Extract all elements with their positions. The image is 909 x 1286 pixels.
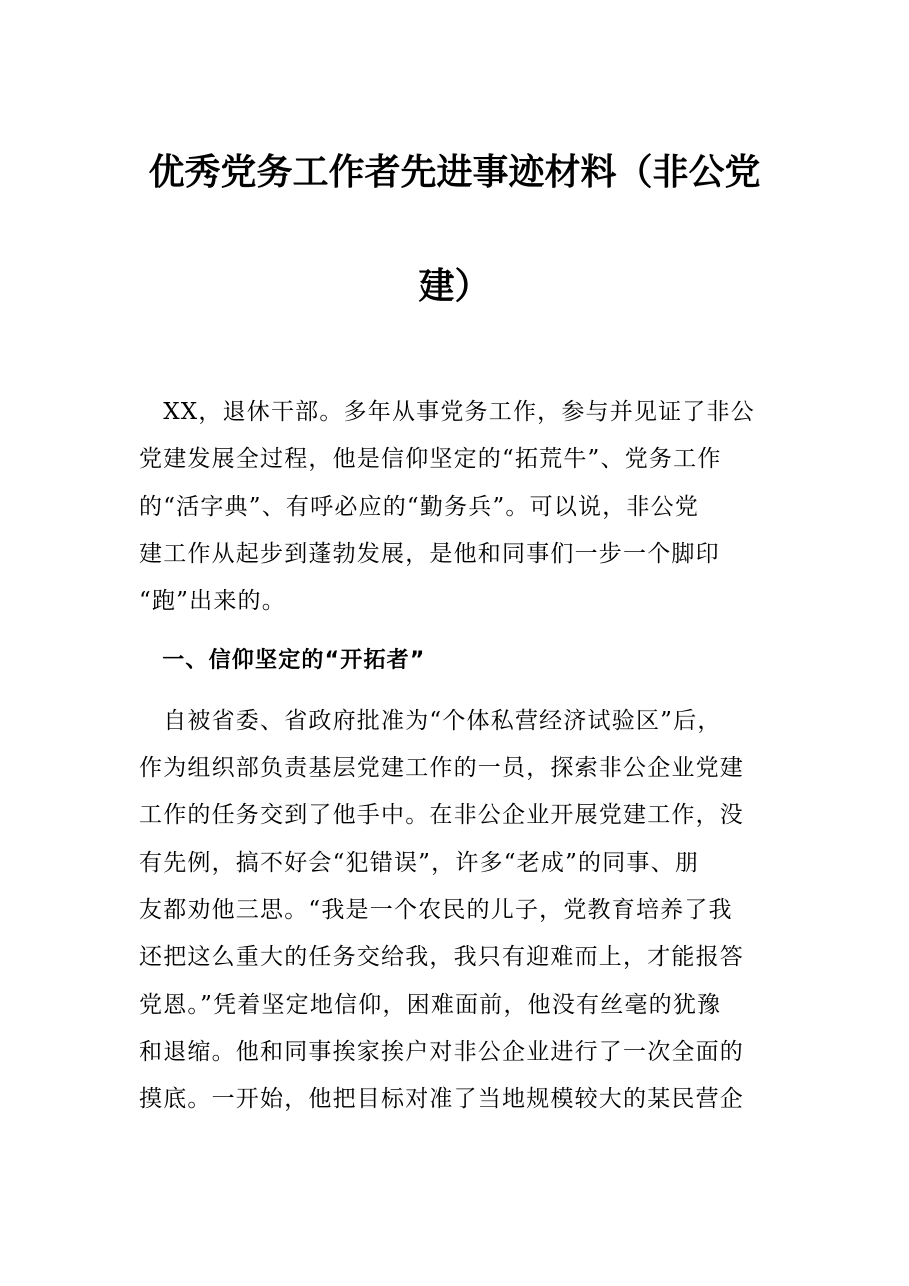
section-heading-1: 一、信仰坚定的“开拓者” xyxy=(139,648,426,673)
paragraph-2-line-8: 和退缩。他和同事挨家挨户对非公企业进行了一次全面的 xyxy=(139,1039,744,1065)
document-title-line-2: 建） xyxy=(418,265,491,307)
paragraph-2-line-2: 作为组织部负责基层党建工作的一员，探索非公企业党建 xyxy=(139,755,744,781)
paragraph-1-line-3: 的“活字典”、有呼必应的“勤务兵”。可以说，非公党 xyxy=(139,494,700,520)
paragraph-2-line-4: 有先例，搞不好会“犯错误”，许多“老成”的同事、朋 xyxy=(139,850,700,876)
paragraph-2-line-6: 还把这么重大的任务交给我，我只有迎难而上，才能报答 xyxy=(139,944,744,970)
document-title-line-1: 优秀党务工作者先进事迹材料（非公党 xyxy=(148,151,761,193)
paragraph-2-line-7: 党恩。”凭着坚定地信仰，困难面前，他没有丝毫的犹豫 xyxy=(139,992,722,1018)
paragraph-2-line-5: 友都劝他三思。“我是一个农民的儿子，党教育培养了我 xyxy=(139,897,733,923)
paragraph-2-line-1: 自被省委、省政府批准为“个体私营经济试验区”后， xyxy=(139,708,722,734)
paragraph-2-line-3: 工作的任务交到了他手中。在非公企业开展党建工作，没 xyxy=(139,802,744,828)
paragraph-2-line-9: 摸底。一开始，他把目标对准了当地规模较大的某民营企 xyxy=(139,1086,744,1112)
paragraph-1-line-5: “跑”出来的。 xyxy=(139,588,286,614)
paragraph-1-line-4: 建工作从起步到蓬勃发展，是他和同事们一步一个脚印 xyxy=(139,541,720,567)
paragraph-1-line-2: 党建发展全过程，他是信仰坚定的“拓荒牛”、党务工作 xyxy=(139,446,722,472)
paragraph-1-line-1: XX，退休干部。多年从事党务工作，参与并见证了非公 xyxy=(139,399,755,425)
